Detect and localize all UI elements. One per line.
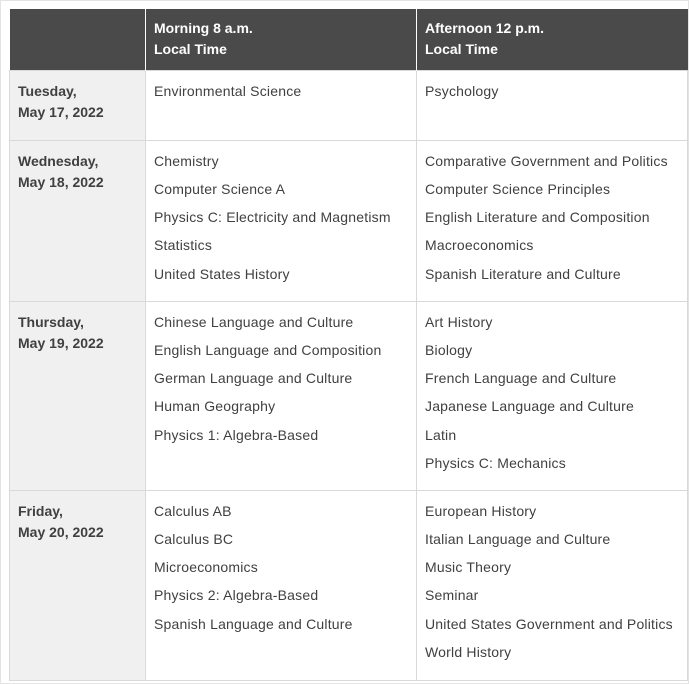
- course-item: Environmental Science: [154, 82, 302, 99]
- day-name: Thursday,: [18, 313, 84, 330]
- course-item: English Language and Composition: [154, 341, 382, 358]
- morning-cell: [146, 301, 417, 490]
- header-morning-time: Morning 8 a.m.: [154, 20, 253, 36]
- day-name: Friday,: [18, 502, 63, 519]
- day-cell: [10, 140, 146, 301]
- day-name: Tuesday,: [18, 82, 77, 99]
- afternoon-cell: [417, 140, 688, 301]
- table-row: [10, 140, 688, 301]
- course-item: Physics C: Electricity and Magnetism: [154, 209, 391, 226]
- exam-schedule-table: [9, 9, 688, 681]
- course-item: Spanish Literature and Culture: [425, 265, 621, 282]
- course-item: Human Geography: [154, 398, 276, 415]
- header-afternoon-time: Afternoon 12 p.m.: [425, 20, 545, 36]
- course-item: World History: [425, 643, 512, 660]
- table-row: [10, 490, 688, 680]
- course-item: Macroeconomics: [425, 237, 534, 254]
- table-row: [10, 70, 688, 140]
- afternoon-cell: [417, 490, 688, 680]
- course-item: German Language and Culture: [154, 370, 353, 387]
- course-item: Computer Science A: [154, 180, 286, 197]
- course-item: Seminar: [425, 587, 479, 604]
- header-morning-cell: [146, 9, 417, 70]
- course-item: Computer Science Principles: [425, 180, 611, 197]
- day-date: May 18, 2022: [18, 173, 104, 190]
- course-item: Latin: [425, 426, 457, 443]
- course-item: Comparative Government and Politics: [425, 152, 668, 169]
- day-date: May 17, 2022: [18, 103, 104, 120]
- course-item: Psychology: [425, 82, 499, 99]
- course-item: Physics 2: Algebra-Based: [154, 587, 319, 604]
- header-afternoon-local: Local Time: [425, 41, 498, 57]
- day-cell: [10, 490, 146, 680]
- course-item: Biology: [425, 341, 473, 358]
- day-date: May 20, 2022: [18, 523, 104, 540]
- course-item: Physics 1: Algebra-Based: [154, 426, 319, 443]
- morning-cell: [146, 490, 417, 680]
- course-item: United States History: [154, 265, 290, 282]
- course-item: Chemistry: [154, 152, 219, 169]
- course-item: Spanish Language and Culture: [154, 615, 353, 632]
- day-name: Wednesday,: [18, 152, 99, 169]
- course-item: United States Government and Politics: [425, 615, 673, 632]
- course-item: Art History: [425, 313, 493, 330]
- day-cell: [10, 70, 146, 140]
- header-row: [10, 9, 688, 70]
- course-item: European History: [425, 502, 537, 519]
- course-item: French Language and Culture: [425, 370, 617, 387]
- header-morning-local: Local Time: [154, 41, 227, 57]
- course-item: Italian Language and Culture: [425, 530, 611, 547]
- course-item: Japanese Language and Culture: [425, 398, 634, 415]
- course-item: Statistics: [154, 237, 213, 254]
- morning-cell: [146, 140, 417, 301]
- course-item: Microeconomics: [154, 559, 258, 576]
- table-row: [10, 301, 688, 490]
- day-date: May 19, 2022: [18, 334, 104, 351]
- course-item: Calculus BC: [154, 530, 234, 547]
- course-item: Music Theory: [425, 559, 512, 576]
- course-item: English Literature and Composition: [425, 209, 650, 226]
- course-item: Chinese Language and Culture: [154, 313, 354, 330]
- header-afternoon-cell: [417, 9, 688, 70]
- header-date-cell: [10, 9, 146, 70]
- course-item: Calculus AB: [154, 502, 232, 519]
- afternoon-cell: [417, 301, 688, 490]
- day-cell: [10, 301, 146, 490]
- afternoon-cell: [417, 70, 688, 140]
- course-item: Physics C: Mechanics: [425, 454, 566, 471]
- morning-cell: [146, 70, 417, 140]
